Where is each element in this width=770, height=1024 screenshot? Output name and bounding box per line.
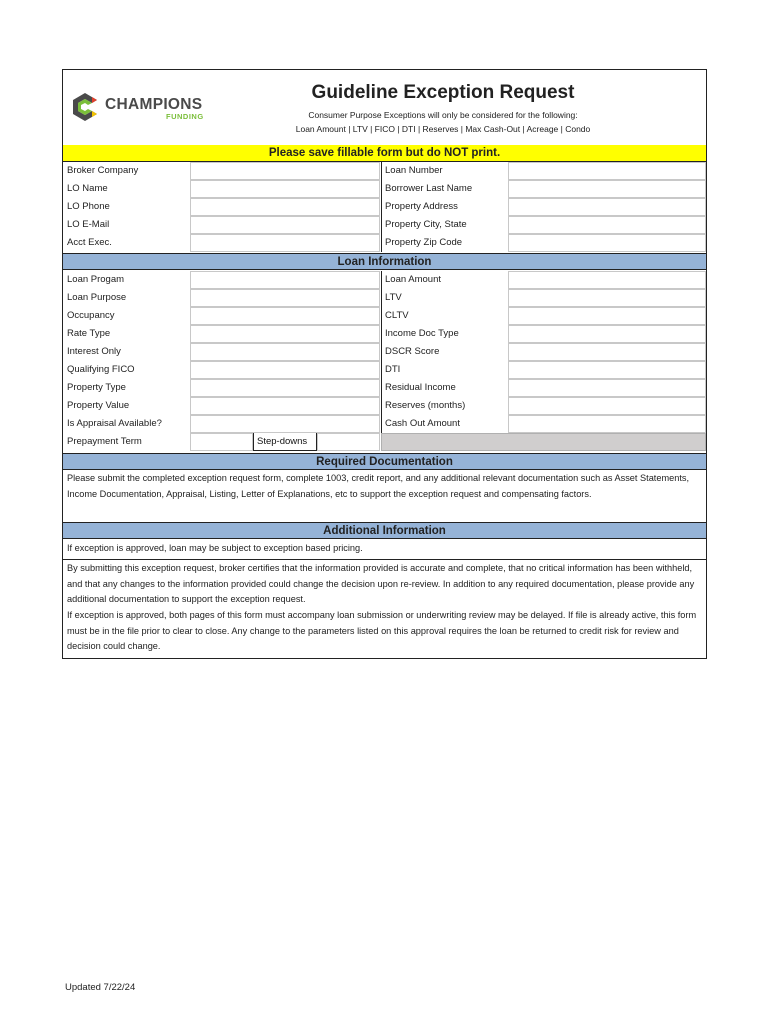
right-input-field[interactable]: [508, 361, 706, 379]
field-label: Rate Type: [67, 328, 111, 339]
exception-pricing-note: If exception is approved, loan may be subject to exception based pricing.: [67, 543, 363, 553]
form-row: [63, 162, 706, 180]
column-divider: [381, 198, 382, 216]
left-input-field[interactable]: [190, 415, 380, 433]
disabled-field: [381, 433, 706, 451]
left-input-field[interactable]: [190, 397, 380, 415]
field-label: Property Address: [385, 201, 458, 212]
column-divider: [381, 379, 382, 397]
divider: [63, 559, 706, 560]
field-label: Income Doc Type: [385, 328, 459, 339]
field-label: CLTV: [385, 310, 409, 321]
left-input-field[interactable]: [190, 162, 380, 180]
left-input-field[interactable]: [190, 198, 380, 216]
field-label: Occupancy: [67, 310, 115, 321]
left-input-field[interactable]: [190, 234, 380, 252]
field-label: Residual Income: [385, 382, 456, 393]
right-input-field[interactable]: [508, 307, 706, 325]
column-divider: [381, 234, 382, 252]
page-title: Guideline Exception Request: [311, 82, 575, 103]
form-row: [63, 198, 706, 216]
field-label: Loan Progam: [67, 274, 125, 285]
column-divider: [381, 361, 382, 379]
column-divider: [381, 397, 382, 415]
left-input-field[interactable]: [190, 433, 253, 451]
left-input-field[interactable]: [190, 325, 380, 343]
right-input-field[interactable]: [508, 343, 706, 361]
field-label: LO Name: [67, 183, 108, 194]
logo-subtext: FUNDING: [166, 112, 204, 121]
left-input-field[interactable]: [190, 343, 380, 361]
form-row: [63, 307, 706, 325]
field-label: Acct Exec.: [67, 237, 112, 248]
form-row: [63, 180, 706, 198]
field-label: Broker Company: [67, 165, 139, 176]
right-input-field[interactable]: [508, 415, 706, 433]
column-divider: [381, 180, 382, 198]
column-divider: [381, 216, 382, 234]
field-label: Loan Purpose: [67, 292, 127, 303]
right-input-field[interactable]: [508, 180, 706, 198]
column-divider: [381, 271, 382, 289]
right-input-field[interactable]: [508, 216, 706, 234]
broker-certification-text: By submitting this exception request, broker certifies that the information provided is accurate and complete, that no critical information has been withheld, and that any changes to the information provided could change the decision upon re-review. In addition to any required documentation, please provide any additional documentation to support the exception request.: [67, 563, 695, 605]
champions-logo: [70, 90, 220, 124]
subtitle-exception-types: Loan Amount | LTV | FICO | DTI | Reserves | Max Cash-Out | Acreage | Condo: [295, 124, 591, 134]
form-row: [63, 271, 706, 289]
form-row: [63, 289, 706, 307]
right-input-field[interactable]: [508, 325, 706, 343]
required-documentation-text: Please submit the completed exception request form, complete 1003, credit report, and any additional relevant documentation such as Asset Statements, Income Documentation, Appraisal, Listing, Letter of Explanations, etc to support the exception request and compensating factors.: [67, 473, 690, 499]
right-input-field[interactable]: [508, 271, 706, 289]
additional-information-header: Additional Information: [63, 522, 706, 539]
field-label: Cash Out Amount: [385, 418, 460, 429]
required-documentation-header: Required Documentation: [63, 453, 706, 470]
field-label: LTV: [385, 292, 402, 303]
right-input-field[interactable]: [508, 289, 706, 307]
right-input-field[interactable]: [508, 379, 706, 397]
step-downs-label: Step-downs: [253, 433, 317, 451]
form-row: [63, 343, 706, 361]
left-input-field[interactable]: [190, 180, 380, 198]
champions-logo-mark-icon: [70, 92, 100, 122]
field-label: Interest Only: [67, 346, 121, 357]
field-label: DTI: [385, 364, 401, 375]
left-input-field[interactable]: [190, 216, 380, 234]
column-divider: [381, 307, 382, 325]
column-divider: [381, 325, 382, 343]
right-input-field[interactable]: [508, 162, 706, 180]
field-label: Borrower Last Name: [385, 183, 473, 194]
field-label: Qualifying FICO: [67, 364, 135, 375]
save-notice-banner: Please save fillable form but do NOT print.: [63, 145, 706, 162]
form-row: [63, 234, 706, 252]
updated-date: Updated 7/22/24: [65, 982, 136, 993]
column-divider: [381, 415, 382, 433]
field-label: Loan Amount: [385, 274, 441, 285]
field-label: Prepayment Term: [67, 436, 142, 447]
field-label: Property City, State: [385, 219, 467, 230]
right-input-field[interactable]: [508, 397, 706, 415]
column-divider: [381, 162, 382, 180]
subtitle-eligibility: Consumer Purpose Exceptions will only be considered for the following:: [308, 110, 578, 120]
logo-wordmark: CHAMPIONS: [105, 96, 203, 113]
loan-information-header: Loan Information: [63, 253, 706, 270]
form-row: [63, 379, 706, 397]
field-label: LO E-Mail: [67, 219, 110, 230]
approval-requirements-text: If exception is approved, both pages of this form must accompany loan submission or underwriting review may be delayed. If file is already active, this form must be in the file prior to clear to close. Any change to the parameters listed on this approval requires the loan be returned to credit risk for review and decision could change.: [67, 610, 697, 652]
column-divider: [381, 343, 382, 361]
left-input-field[interactable]: [190, 289, 380, 307]
exception-request-form: [62, 69, 707, 659]
right-input-field[interactable]: [508, 234, 706, 252]
form-row: [63, 216, 706, 234]
field-label: DSCR Score: [385, 346, 440, 357]
form-row: [63, 415, 706, 433]
form-header: [63, 70, 706, 146]
right-input-field[interactable]: [508, 198, 706, 216]
field-label: Loan Number: [385, 165, 443, 176]
field-label: Property Value: [67, 400, 130, 411]
field-label: Property Type: [67, 382, 126, 393]
field-label: LO Phone: [67, 201, 110, 212]
column-divider: [381, 289, 382, 307]
form-row: [63, 325, 706, 343]
form-row: [63, 361, 706, 379]
left-input-field[interactable]: [190, 379, 380, 397]
form-row: [63, 433, 706, 451]
left-input-field[interactable]: [190, 271, 380, 289]
step-downs-input[interactable]: [317, 433, 380, 451]
form-row: [63, 397, 706, 415]
field-label: Reserves (months): [385, 400, 466, 411]
left-input-field[interactable]: [190, 361, 380, 379]
left-input-field[interactable]: [190, 307, 380, 325]
field-label: Property Zip Code: [385, 237, 463, 248]
field-label: Is Appraisal Available?: [67, 418, 162, 429]
